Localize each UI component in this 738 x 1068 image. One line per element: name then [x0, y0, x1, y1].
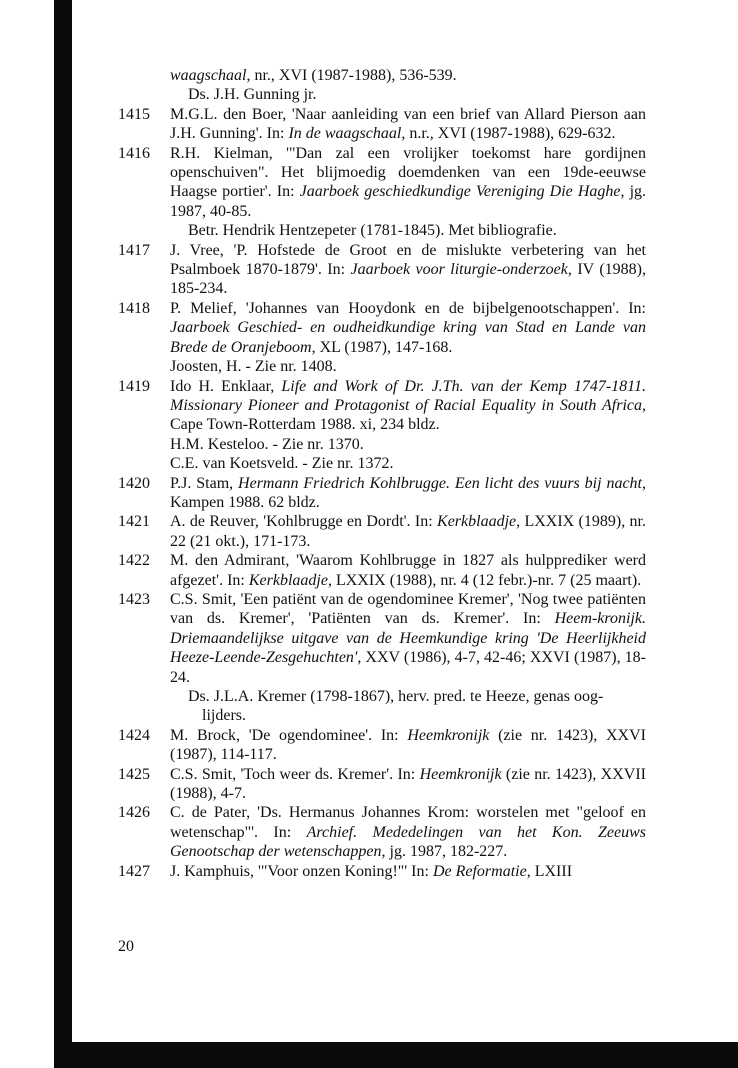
entry-number: 1426	[118, 804, 150, 822]
entry-text: J. Kamphuis, '"Voor onzen Koning!"' In:	[170, 862, 433, 880]
entry-text: , Cape Town-Rotterdam 1988. xi, 234 bldz.	[170, 396, 646, 434]
entry-number: 1417	[118, 241, 150, 259]
entry-title: Jaarboek voor liturgie-onderzoek	[350, 261, 568, 279]
entry-number: 1427	[118, 862, 150, 880]
entry-text: M.G.L. den Boer, 'Naar aanleiding van een brief van Allard Pierson aan J.H. Gunning'. In:	[170, 105, 646, 143]
entry-text: Ido H. Enklaar,	[170, 377, 282, 395]
bibliography-page	[118, 66, 646, 881]
scan-border-left	[54, 0, 72, 1068]
entry-text: (zie nr. 1423), XXVII (1988), 4-7.	[170, 765, 646, 803]
entry-text: , LXXIX (1988), nr. 4 (12 febr.)-nr. 7 (25 maart).	[327, 571, 642, 589]
entry-text: Betr. Hendrik Hentzepeter (1781-1845). Met bibliografie.	[188, 222, 557, 240]
entry-title: Hermann Friedrich Kohlbrugge. Een licht des vuurs bij nacht	[238, 474, 642, 492]
entry-number: 1423	[118, 590, 150, 608]
bibliography-note	[118, 687, 646, 726]
bibliography-note	[118, 221, 646, 240]
bibliography-note	[118, 435, 646, 454]
entry-title: Life and Work of Dr. J.Th. van der Kemp 1747-1811. Missionary Pioneer and Protagonist of Racial Equality in South Africa	[170, 377, 646, 414]
entry-text: , jg. 1987, 182-227.	[381, 843, 508, 861]
bibliography-note	[118, 454, 646, 473]
entry-text: , XXV (1986), 4-7, 42-46; XXVI (1987), 18-24.	[170, 649, 646, 686]
entry-text: P. Melief, 'Johannes van Hooydonk en de bijbelgenootschappen'. In:	[170, 299, 646, 317]
entry-text: , n.r., XVI (1987-1988), 629-632.	[401, 125, 616, 143]
entry-text: Joosten, H. - Zie nr. 1408.	[170, 358, 337, 376]
entry-text: M. den Admirant, 'Waarom Kohlbrugge in 1827 als hulpprediker werd afgezet'. In:	[170, 552, 646, 589]
entry-text: , nr., XVI (1987-1988), 536-539.	[246, 67, 457, 84]
entry-text: C.S. Smit, 'Een patiënt van de ogendominee Kremer', 'Nog twee patiënten van ds. Kremer', 'Patiënten van ds. Kremer'. In:	[170, 590, 646, 628]
entry-title: Heemkronijk	[407, 726, 490, 744]
entry-title: Heem-kronijk. Driemaandelijkse uitgave van de Heemkundige kring 'De Heerlijkheid Heeze-Leende-Zesgehuchten'	[170, 610, 646, 667]
entry-number: 1420	[118, 474, 150, 492]
entry-text: M. Brock, 'De ogendominee'. In:	[170, 726, 408, 744]
entry-number: 1416	[118, 144, 150, 162]
bibliography-entry	[118, 726, 646, 765]
entry-number: 1425	[118, 765, 150, 783]
entry-title: Archief. Mededelingen van het Kon. Zeeuws Genootschap der wetenschappen	[170, 823, 646, 861]
bibliography-entry	[118, 512, 646, 551]
bibliography-entry	[118, 765, 646, 804]
entry-text: , jg. 1987, 40-85.	[170, 183, 647, 220]
entry-text: J. Vree, 'P. Hofstede de Groot en de mislukte verbetering van het Psalmboek 1870-1879'. In:	[170, 241, 646, 279]
bibliography-entry	[118, 803, 646, 861]
entry-title: Heemkronijk	[419, 765, 502, 783]
entry-number: 1421	[118, 513, 150, 531]
bibliography-entry	[118, 299, 646, 357]
entry-text: C.E. van Koetsveld. - Zie nr. 1372.	[170, 455, 394, 473]
bibliography-note	[118, 66, 646, 85]
page-number: 20	[118, 938, 134, 955]
bibliography-note	[118, 85, 646, 104]
scan-border-bottom	[54, 1042, 738, 1068]
entry-title: Kerkblaadje	[248, 571, 328, 589]
entry-title: De Reformatie	[432, 862, 527, 880]
entry-title: Jaarboek geschiedkundige Vereniging Die Haghe	[299, 183, 621, 201]
bibliography-entry	[118, 551, 646, 590]
bibliography-entry	[118, 105, 646, 144]
entry-text: , Kampen 1988. 62 bldz.	[170, 474, 646, 511]
entry-number: 1419	[118, 377, 150, 395]
entry-text: , LXIII	[526, 862, 573, 880]
entry-text: , XL (1987), 147-168.	[311, 338, 453, 356]
bibliography-entry	[118, 377, 646, 435]
bibliography-entry	[118, 590, 646, 687]
bibliography-entry	[118, 241, 646, 299]
entry-text: C. de Pater, 'Ds. Hermanus Johannes Krom: worstelen met "geloof en wetenschap"'. In:	[170, 804, 646, 841]
entry-text: R.H. Kielman, '"Dan zal een vrolijker toekomst hare gordijnen openschuiven". Het blijmoedig doemdenken van een 19de-eeuwse Haagse portier'. In:	[170, 144, 646, 201]
entry-number: 1422	[118, 552, 150, 570]
bibliography-entry	[118, 474, 646, 513]
entry-text: Ds. J.H. Gunning jr.	[188, 86, 317, 104]
entry-title: In de waagschaal	[288, 125, 402, 143]
bibliography-entry	[118, 144, 646, 222]
entry-text: P.J. Stam,	[170, 474, 239, 492]
entry-text: (zie nr. 1423), XXVI (1987), 114-117.	[170, 726, 646, 764]
entry-text: , LXXIX (1989), nr. 22 (21 okt.), 171-173.	[170, 513, 646, 550]
entry-number: 1424	[118, 726, 150, 744]
entry-text: , IV (1988), 185-234.	[170, 261, 647, 298]
entry-title: Jaarboek Geschied- en oudheidkundige kring van Stad en Lande van Brede de Oranjeboom	[170, 319, 646, 356]
entry-text: A. de Reuver, 'Kohlbrugge en Dordt'. In:	[170, 513, 438, 531]
entry-number: 1415	[118, 105, 150, 123]
entry-title: Kerkblaadje	[437, 513, 517, 531]
entry-title: waagschaal	[170, 67, 247, 84]
entry-text: C.S. Smit, 'Toch weer ds. Kremer'. In:	[170, 765, 420, 783]
entry-number: 1418	[118, 299, 150, 317]
entry-text: Ds. J.L.A. Kremer (1798-1867), herv. pred. te Heeze, genas oog-lijders.	[188, 688, 604, 725]
bibliography-note	[118, 357, 646, 376]
entry-text: H.M. Kesteloo. - Zie nr. 1370.	[170, 435, 364, 453]
bibliography-entry	[118, 862, 646, 881]
